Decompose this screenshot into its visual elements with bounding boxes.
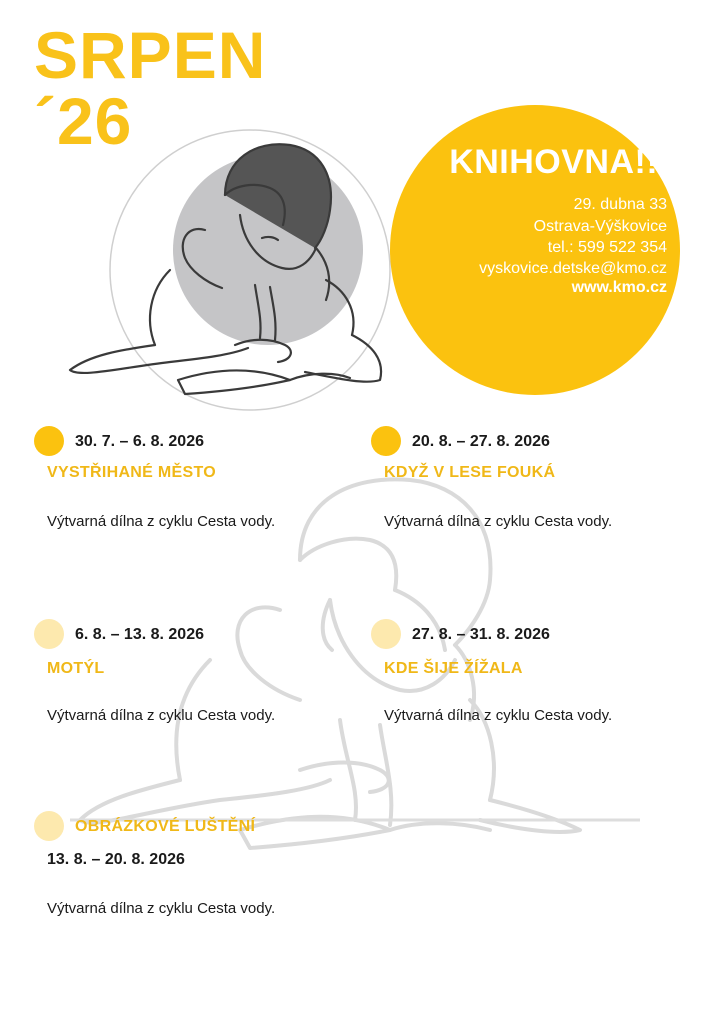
event-description: Výtvarná dílna z cyklu Cesta vody.	[47, 513, 276, 530]
event-date: 30. 7. – 6. 8. 2026	[75, 433, 204, 450]
event-date: 13. 8. – 20. 8. 2026	[47, 851, 185, 868]
event-date: 20. 8. – 27. 8. 2026	[412, 433, 550, 450]
library-email[interactable]: vyskovice.detske@kmo.cz	[479, 260, 667, 277]
event-title: OBRÁZKOVÉ LUŠTĚNÍ	[75, 818, 256, 835]
library-web-link[interactable]: www.kmo.cz	[571, 279, 667, 296]
library-address-street: 29. dubna 33	[573, 196, 667, 213]
event-title: KDE ŠIJE ŽÍŽALA	[384, 660, 523, 677]
event-date: 6. 8. – 13. 8. 2026	[75, 626, 204, 643]
event-bullet-dot	[371, 619, 401, 649]
page-title	[34, 18, 267, 158]
title-year: ´26	[34, 84, 133, 158]
event-title: VYSTŘIHANÉ MĚSTO	[47, 464, 216, 481]
event-bullet-dot	[34, 619, 64, 649]
event-description: Výtvarná dílna z cyklu Cesta vody.	[384, 707, 613, 724]
event-title: KDYŽ V LESE FOUKÁ	[384, 464, 556, 481]
event-bullet-dot	[34, 426, 64, 456]
library-address-city: Ostrava-Výškovice	[533, 218, 667, 235]
event-title: MOTÝL	[47, 660, 105, 677]
library-name: KNIHOVNA!!!	[449, 143, 670, 181]
event-bullet-dot	[34, 811, 64, 841]
event-date: 27. 8. – 31. 8. 2026	[412, 626, 550, 643]
event-description: Výtvarná dílna z cyklu Cesta vody.	[47, 900, 276, 917]
event-description: Výtvarná dílna z cyklu Cesta vody.	[47, 707, 276, 724]
title-month: SRPEN	[34, 18, 267, 92]
event-description: Výtvarná dílna z cyklu Cesta vody.	[384, 513, 613, 530]
library-phone: tel.: 599 522 354	[547, 239, 667, 256]
event-bullet-dot	[371, 426, 401, 456]
